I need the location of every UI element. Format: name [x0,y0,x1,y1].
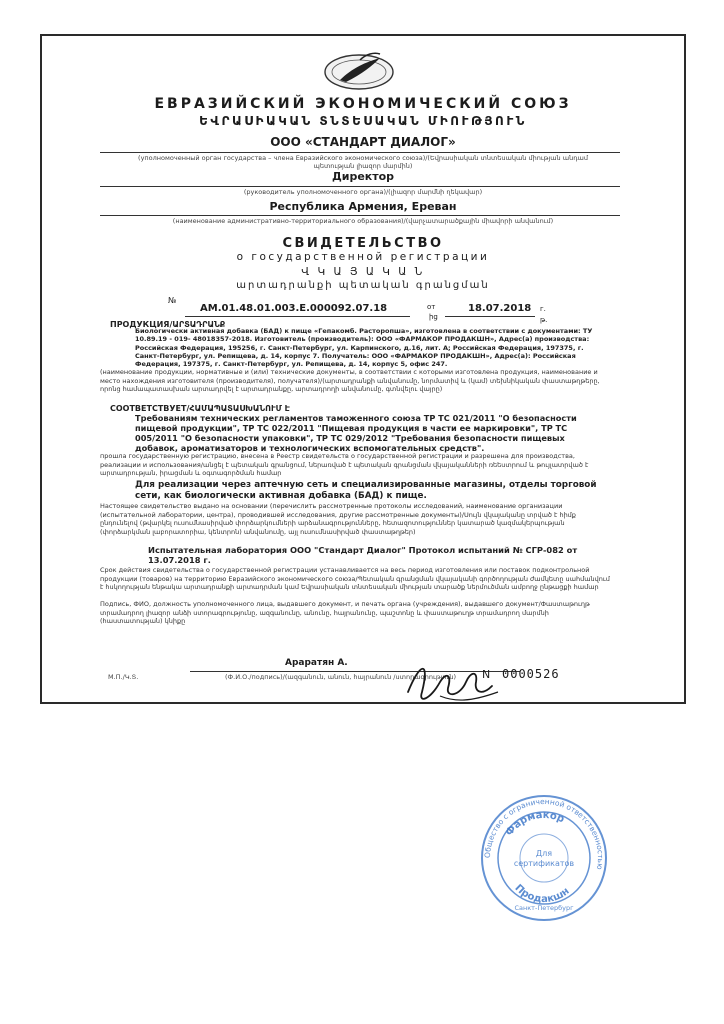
product-label: ПРОДУКЦИЯ/ԱՐՏԱԴՐԱՆՔ [110,320,226,329]
seal-brand-top: Фармакор [503,809,566,839]
seal-city-text: Санкт-Петербург [514,904,574,912]
divider-line [100,152,620,153]
head-title: Директор [331,170,395,183]
union-name-ru: ЕВРАЗИЙСКИЙ ЭКОНОМИЧЕСКИЙ СОЮЗ [154,96,572,112]
date-underline [445,316,535,317]
year-label-ru: г. [540,305,546,313]
lab-protocol: Испытательная лаборатория ООО "Стандарт Диалог" Протокол испытаний № СГР-082 от 13.07.2018 г. [148,545,578,565]
serial-number: 0000526 [502,667,560,681]
head-caption: (руководитель уполномоченного органа)/(լիազոր մարմնի ղեկավար) [243,188,483,196]
seal-for-text: Для [535,849,553,858]
year-label-hy: թ. [540,316,548,324]
usage-text: Для реализации через аптечную сеть и специализированные магазины, отделы торговой сети, как биологически активная добавка (БАД) к пище. [135,480,597,501]
certificate-date: 18.07.2018 [468,303,532,314]
territory: Республика Армения, Ереван [269,200,457,213]
divider-line [100,186,620,187]
divider-line [100,215,620,216]
organization-name: ООО «СТАНДАРТ ДИАЛОГ» [270,135,456,149]
company-seal [478,792,610,924]
serial-label: N [482,668,491,681]
signature-caption: (Ф.И.О./подпись)/(ազգանուն, անուն, հայրանուն /ստորագրություն) [225,673,457,681]
signature-note: Подпись, ФИО, должность уполномоченного лица, выдавшего документ, и печать органа (учреждения), выдавшего документ/Փաստաթուղթ տրամադրող լիազոր անձի ստորագրությունը, ազգանունը, անունը, հայրանունը, պաշտոնը և փաստաթուղթ տրամադրող մարմնի (հաստատության) կնիքը [100,600,590,625]
svg-text:Продакшн [512,883,571,905]
certificate-title-hy: Վ Կ Ա Յ Ա Կ Ա Ն [301,266,425,278]
certificate-number: AM.01.48.01.003.E.000092.07.18 [200,303,388,314]
handwritten-signature [400,652,510,712]
validity-text: Срок действия свидетельства о государственной регистрации устанавливается на весь период изготовления или поставок подконтрольной продукции (товаров) на территорию Евразийского экономического союза/Պետական գրանցման վկայականի գործողության ժամկետը սահմանվում է հսկողության ենթակա արտադրանքի արտադրման կամ Եվրասիական տնտեսական միության տարածք ներմուծման ամբողջ ընթացքի համար [100,566,610,591]
seal-brand-bottom: Продакшн [512,882,572,906]
from-label-ru: от [427,303,436,311]
organization-caption: (уполномоченный орган государства – члена Евразийского экономического союза)/(Եվրասիական տնտեսական միության անդամ պետության լիազոր մարմին) [138,154,588,170]
certificate-subtitle-ru: о государственной регистрации [236,251,490,263]
basis-text: Настоящее свидетельство выдано на основании (перечислить рассмотренные протоколы исследований, наименование организации (испытательной лаборатории, центра), проводившей исследования, другие рассмотренные документы)/Սույն վկայականը տրված է հիմք ընդունելով (թվարկել ուսումնասիրված փորձարկումների արձանագրությունները, հետազոտություններ կատարած կազմակերպության (փորձարկման լաբորատորիա, կենտրոն) անվանումը, այլ ուսումնասիրված փաստաթղթեր) [100,502,576,536]
eaeu-emblem-icon [322,46,396,92]
seal-outer-text: Общество с ограниченной ответственностью [482,796,606,871]
seal-certs-text: сертификатов [513,859,575,868]
product-description: Биологически активная добавка (БАД) к пище «Гепакомб. Расторопша», изготовлена в соответствии с документами: ТУ 10.89.19 - 019- 48018357-2018. Изготовитель (производитель): ООО «ФАРМАКОР ПРОДАКШН», Адрес(а) производства: Российская Федерация, 195256, г. Санкт-Петербург, ул. Карпинского, д.16, лит. А; Российская Федерация, 197375, г. Санкт-Петербург, ул. Репищева, д. 14, корпус 7. Получатель: ООО «ФАРМАКОР ПРОДАКШН», Адрес(а): Российская Федерация, 197375, г. Санкт-Петербург, ул. Репищева, д. 14, корпус 5, офис 247. [135,327,593,369]
from-label-hy: ից [429,313,438,321]
mp-label: М.П./Կ.Տ. [108,673,139,681]
territory-caption: (наименование административно-территориального образования)/(վարչատարածքային միավորի անվանում) [172,217,554,225]
certificate-subtitle-hy: արտադրանքի պետական գրանցման [236,280,490,291]
number-label: № [168,296,177,305]
number-underline [185,316,410,317]
conformity-text: Требованиям технических регламентов таможенного союза ТР ТС 021/2011 "О безопасности пищевой продукции", ТР ТС 022/2011 "Пищевая продукция в части ее маркировки", ТР ТС 005/2011 "О безопасности упаковки", ТР ТС 029/2012 "Требования безопасности пищевых добавок, ароматизаторов и технологических вспомогательных средств". [135,413,577,453]
conformity-label: СООТВЕТСТВУЕТ/ՀԱՄԱՊԱՏԱՍԽԱՆՈՒՄ Է [110,404,290,413]
certificate-title: СВИДЕТЕЛЬСТВО [282,236,444,251]
union-name-hy: ԵՎՐԱՍԻԱԿԱՆ ՏՆՏԵՍԱԿԱՆ ՄԻՈՒԹՅՈՒՆ [199,114,527,128]
product-caption: (наименование продукции, нормативные и (или) технические документы, в соответствии с которыми изготовлена продукция, наименование и место нахождения изготовителя (производителя), получателя)/(արտադրանքի անվանումը, նորմատիվ և (կամ) տեխնիկական փաստաթղթերը, որոնց համապատասխան արտադրվել է արտադրանքը, արտադրողի անվանումը, գտնվելու վայրը) [100,368,600,393]
signer-name: Араратян А. [285,658,348,668]
registry-text: прошла государственную регистрацию, внесена в Реестр свидетельств о государственной регистрации и разрешена для производства, реализации и использования/անցել է պետական գրանցում, ներառված է պետական գրանցման վկայականների ռեեստրում և թույլատրված է արտադրության, իրացման և օգտագործման համար [100,452,589,477]
